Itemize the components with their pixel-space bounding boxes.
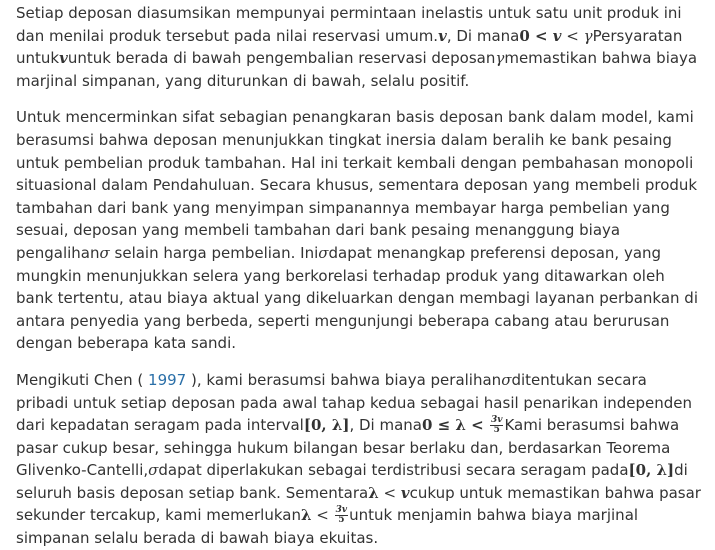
math-lambda: λ <box>300 506 312 525</box>
text: Mengikuti Chen ( <box>16 370 144 389</box>
text: ditentukan secara pribadi untuk setiap deposan pada awal tahap kedua sebagai hasil penarikan independen dari kepadatan seragam pada interval <box>16 370 693 435</box>
text: untuk berada di bawah pengembalian reservasi deposan <box>67 49 496 68</box>
math-fraction <box>490 416 504 435</box>
math-fraction <box>335 506 349 525</box>
math-interval: [0, λ] <box>628 461 675 480</box>
text: dapat menangkap preferensi deposan, yang mungkin menunjukkan selera yang berkorelasi terhadap produk yang ditawarkan oleh bank tertentu, atau biaya aktual yang dikeluarkan dengan membagi layanan perbankan di antara penyedia yang berbeda, seperti mengunjungi beberapa cabang atau berurusan dengan beberapa kata sandi. <box>16 243 698 353</box>
math-sigma: σ <box>501 370 512 389</box>
math-v: v <box>552 26 562 45</box>
math-interval: [0, λ] <box>303 416 350 435</box>
citation-link-chen-1997[interactable]: 1997 <box>148 370 187 389</box>
math-inequality: 0 < <box>519 26 553 45</box>
fraction-numerator: 3v <box>335 505 348 516</box>
text: memastikan bahwa biaya marjinal simpanan, yang diturunkan di bawah, selalu positif. <box>16 49 698 90</box>
paragraph-3 <box>16 369 703 550</box>
math-v: v <box>59 49 68 68</box>
text: di seluruh basis deposan setiap bank. Sementara <box>16 461 688 502</box>
math-gamma: γ <box>583 26 593 45</box>
text: untuk menjamin bahwa biaya marjinal simpanan selalu berada di bawah biaya ekuitas. <box>16 506 639 548</box>
math-sigma: σ <box>99 243 110 262</box>
text: Kami berasumsi bahwa pasar cukup besar, sehingga hukum bilangan besar berlaku dan, berdasarkan Teorema Glivenko-Cantelli, <box>16 416 680 480</box>
text: dapat diperlakukan sebagai terdistribusi secara seragam pada <box>158 461 629 480</box>
text: , Di mana <box>349 416 422 435</box>
math-lambda: λ <box>368 483 379 502</box>
fraction-numerator: 3v <box>490 415 503 426</box>
math-v: v <box>438 26 447 45</box>
math-sigma: σ <box>148 461 159 480</box>
text: Setiap deposan diasumsikan mempunyai permintaan inelastis untuk satu unit produk ini dan menilai produk tersebut pada nilai reservasi umum. <box>16 4 682 45</box>
math-gamma: γ <box>495 49 505 68</box>
text: , Di mana <box>446 26 520 45</box>
math-inequality: 0 ≤ λ < <box>421 416 489 435</box>
fraction-denominator: 5 <box>338 515 345 526</box>
text: ), kami berasumsi bahwa biaya peralihan <box>191 370 502 389</box>
math-lt: < <box>311 506 334 525</box>
text: cukup untuk memastikan bahwa pasar sekunder tercakup, kami memerlukan <box>16 483 701 525</box>
math-lt: < <box>378 483 401 502</box>
paragraph-1 <box>16 2 703 92</box>
text: Persyaratan untuk <box>16 26 683 68</box>
fraction-denominator: 5 <box>493 425 500 436</box>
math-v: v <box>400 483 410 502</box>
math-lt: < <box>561 26 584 45</box>
text: Untuk mencerminkan sifat sebagian penangkaran basis deposan bank dalam model, kami berasumsi bahwa deposan menunjukkan tingkat inersia dalam beralih ke bank pesaing untuk pembelian produk tambahan. Hal ini terkait kembali dengan pembahasan monopoli situasional dalam Pendahuluan. Secara khusus, sementara deposan yang membeli produk tambahan dari bank yang menyimpan simpanannya membayar harga pembelian yang sesuai, deposan yang membeli tambahan dari bank pesaing menanggung biaya pengalihan <box>16 108 698 262</box>
paragraph-2 <box>16 106 703 355</box>
text: selain harga pembelian. Ini <box>109 243 319 262</box>
math-sigma: σ <box>318 243 329 262</box>
